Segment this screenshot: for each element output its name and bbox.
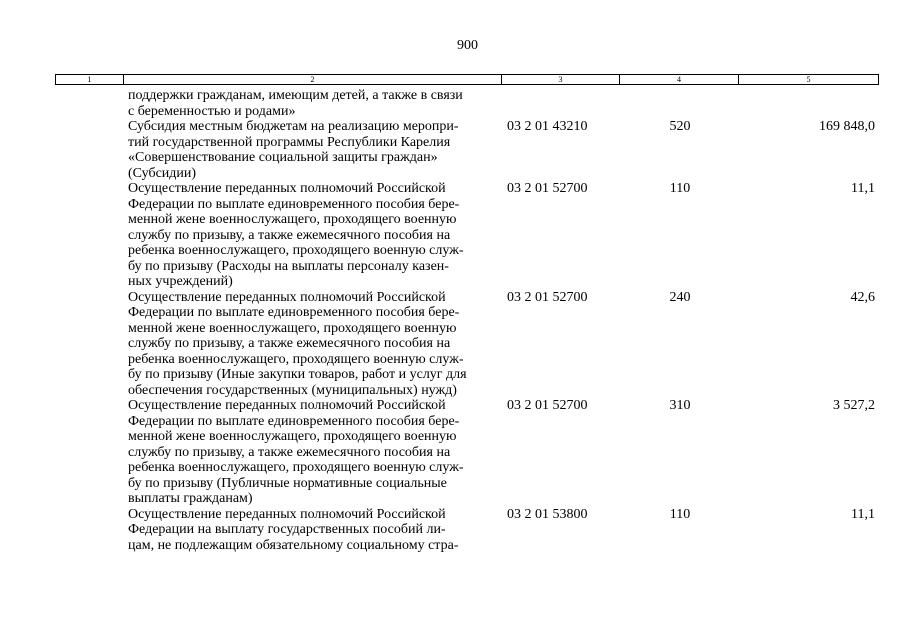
table-row [0, 290, 905, 399]
amount-value: 42,6 [850, 289, 875, 305]
table-body [0, 88, 905, 553]
expense-type-code: 310 [669, 398, 691, 413]
column-header-3: 3 [502, 75, 620, 84]
table-row [0, 507, 905, 554]
expense-type-code: 110 [669, 181, 691, 196]
amount-value: 11,1 [851, 181, 875, 196]
page-number: 900 [457, 38, 478, 53]
description-line: цам, не подлежащим обязательному социальному стра- [128, 537, 459, 553]
description-line: Федерации по выплате единовременного пособия бере- [128, 305, 460, 320]
description-line: Осуществление переданных полномочий Российской [128, 289, 446, 305]
table-column-header [55, 74, 879, 85]
description-line: бу по призыву (Расходы на выплаты персоналу казен- [128, 258, 449, 274]
column-header-5: 5 [806, 75, 811, 84]
description-line: тий государственной программы Республики Карелия [128, 134, 451, 150]
description-line: менной жене военнослужащего, проходящего военную [128, 320, 457, 336]
description-line: Субсидия местным бюджетам на реализацию меропри- [128, 119, 459, 134]
column-header-1: 1 [56, 75, 124, 84]
table-row [0, 119, 905, 181]
description-line: обеспечения государственных (муниципальных) нужд) [128, 382, 457, 398]
description-line: ребенка военнослужащего, проходящего военную служ- [128, 243, 464, 258]
row-description [128, 88, 500, 119]
target-article-code: 03 2 01 53800 [507, 506, 588, 522]
description-line: Осуществление переданных полномочий Российской [128, 506, 446, 522]
amount-value: 169 848,0 [819, 119, 875, 134]
description-line: бу по призыву (Публичные нормативные социальные [128, 475, 447, 491]
description-line: Федерации по выплате единовременного пособия бере- [128, 413, 460, 429]
description-line: поддержки гражданам, имеющим детей, а также в связи [128, 88, 463, 103]
target-article-code: 03 2 01 52700 [507, 289, 588, 305]
row-description [128, 119, 500, 181]
target-article-code: 03 2 01 52700 [507, 181, 588, 196]
table-row [0, 398, 905, 507]
table-row [0, 88, 905, 119]
description-line: менной жене военнослужащего, проходящего военную [128, 429, 457, 444]
table-row [0, 181, 905, 290]
row-description [128, 507, 500, 554]
row-description [128, 398, 500, 507]
description-line: Осуществление переданных полномочий Российской [128, 181, 446, 196]
description-line: выплаты гражданам) [128, 491, 253, 506]
row-description [128, 181, 500, 290]
description-line: ных учреждений) [128, 274, 233, 289]
column-header-2: 2 [124, 75, 502, 84]
row-description [128, 290, 500, 399]
description-line: службу по призыву, а также ежемесячного пособия на [128, 336, 451, 351]
description-line: Осуществление переданных полномочий Российской [128, 398, 446, 413]
amount-value: 11,1 [851, 506, 875, 522]
amount-value: 3 527,2 [833, 398, 875, 413]
expense-type-code: 240 [669, 289, 691, 305]
target-article-code: 03 2 01 52700 [507, 398, 588, 413]
description-line: с беременностью и родами» [128, 103, 296, 119]
description-line: службу по призыву, а также ежемесячного пособия на [128, 227, 451, 243]
description-line: Федерации по выплате единовременного пособия бере- [128, 196, 460, 212]
description-line: Федерации на выплату государственных пособий ли- [128, 522, 446, 537]
description-line: (Субсидии) [128, 165, 197, 181]
column-header-4: 4 [620, 75, 739, 84]
description-line: ребенка военнослужащего, проходящего военную служ- [128, 460, 464, 475]
description-line: менной жене военнослужащего, проходящего военную [128, 212, 457, 227]
description-line: ребенка военнослужащего, проходящего военную служ- [128, 351, 464, 367]
expense-type-code: 520 [669, 119, 691, 134]
description-line: бу по призыву (Иные закупки товаров, работ и услуг для [128, 367, 467, 382]
expense-type-code: 110 [669, 506, 691, 522]
description-line: «Совершенствование социальной защиты граждан» [128, 150, 438, 165]
target-article-code: 03 2 01 43210 [507, 119, 588, 134]
description-line: службу по призыву, а также ежемесячного пособия на [128, 444, 451, 460]
